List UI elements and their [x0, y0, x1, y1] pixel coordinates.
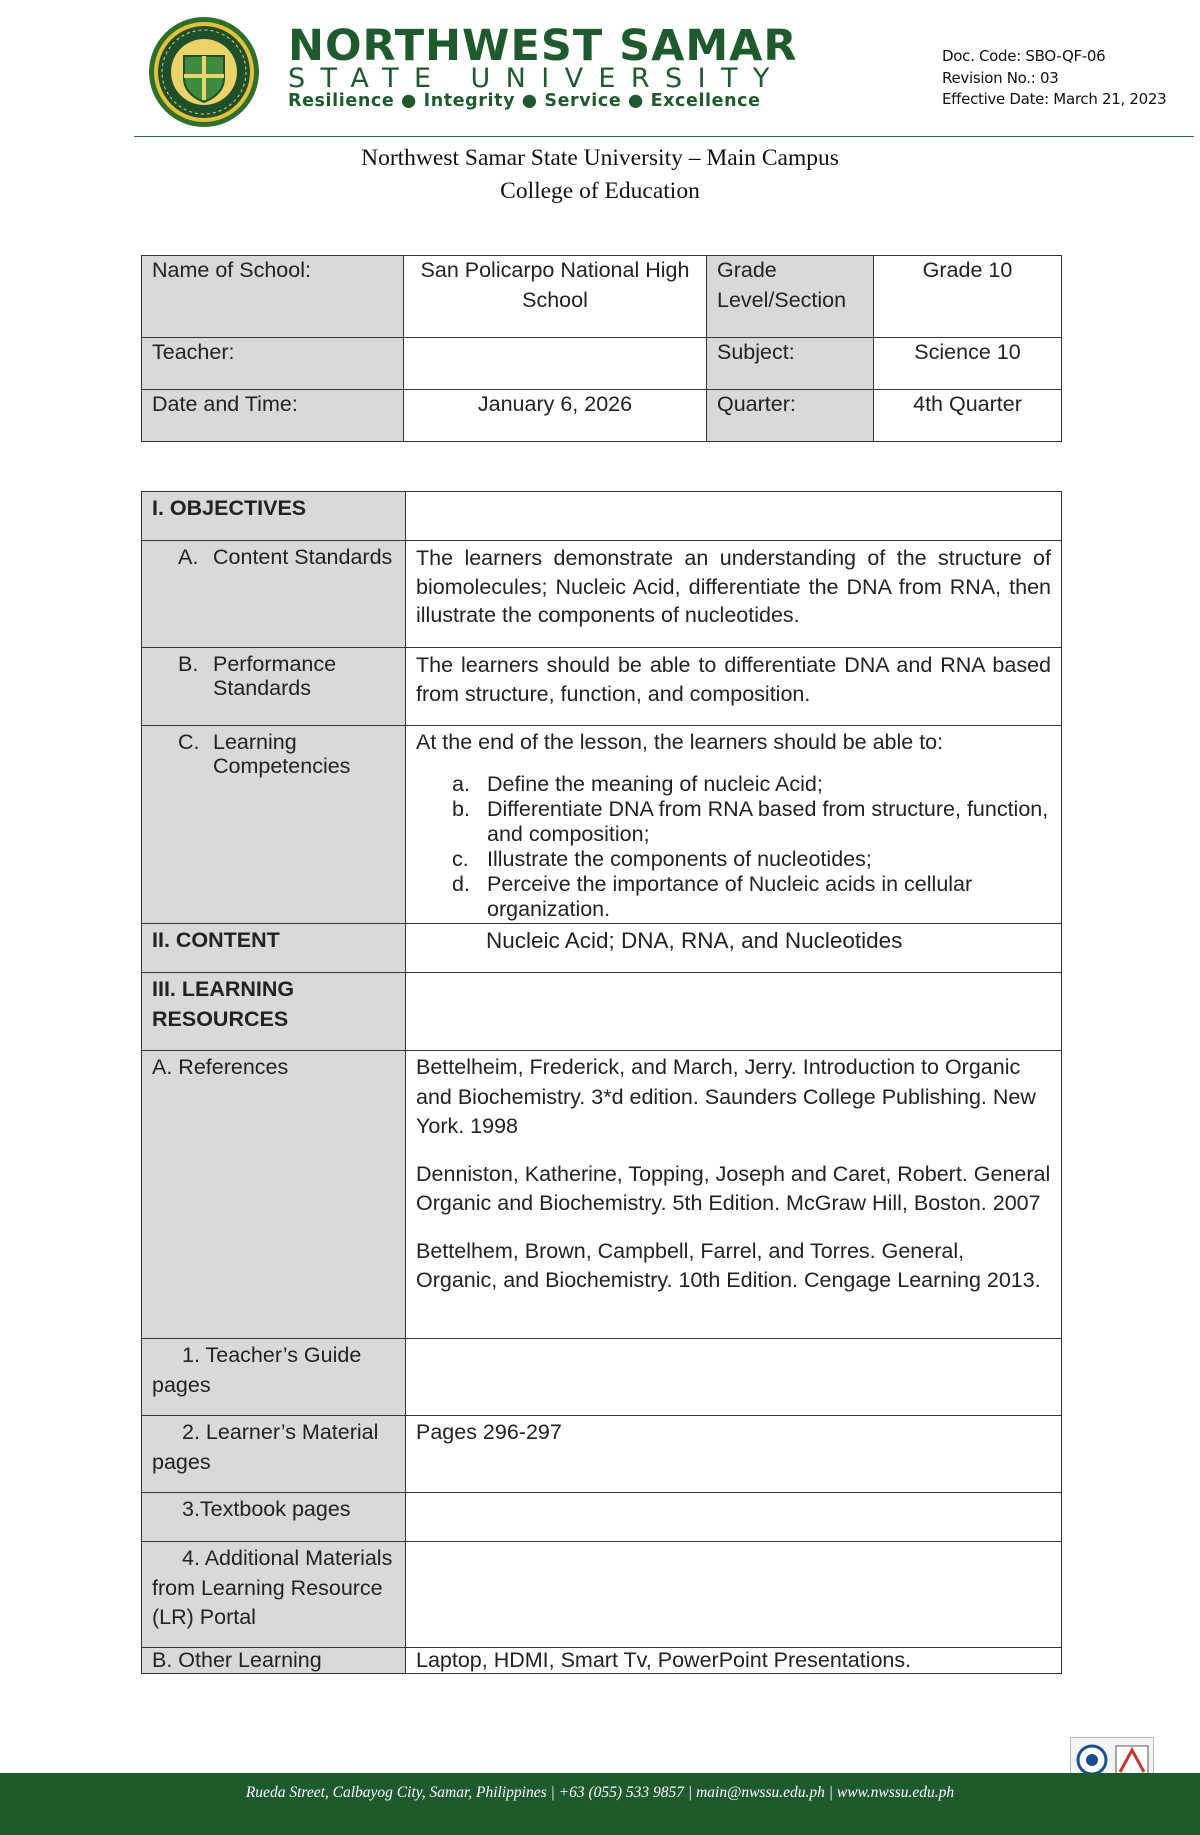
teachers-guide-label: 1. Teacher’s Guide pages — [142, 1339, 406, 1416]
competencies-intro: At the end of the lesson, the learners should be able to: — [416, 730, 944, 754]
subject-label: Subject: — [707, 338, 874, 390]
list-item — [416, 797, 1051, 847]
list-item — [416, 847, 1051, 872]
additional-materials-row — [142, 1542, 1062, 1648]
university-name: NORTHWEST SAMAR — [288, 21, 798, 71]
reference-entry: Denniston, Katherine, Topping, Joseph and Caret, Robert. General Organic and Biochemistry. 5th Edition. McGraw Hill, Boston. 2007 — [416, 1161, 1051, 1215]
revision-number: Revision No.: 03 — [942, 68, 1059, 87]
content-row — [142, 924, 1062, 973]
college-name: College of Education — [500, 178, 700, 204]
list-item-text: Perceive the importance of Nucleic acids in cellular organization. — [487, 872, 973, 921]
learning-competencies-marker: C. — [178, 730, 200, 754]
content-value: Nucleic Acid; DNA, RNA, and Nucleotides — [406, 924, 1062, 973]
document-control-info — [942, 46, 1172, 111]
learning-resources-value — [406, 973, 1062, 1051]
references-label: A. References — [142, 1051, 406, 1339]
document-title — [0, 142, 1200, 208]
learning-competencies-label: Learning Competencies — [213, 730, 351, 778]
list-marker: d. — [452, 872, 470, 896]
list-item-text: Define the meaning of nucleic Acid; — [487, 772, 823, 796]
list-item-text: Illustrate the components of nucleotides; — [487, 847, 872, 871]
references-row — [142, 1051, 1062, 1339]
learners-material-row — [142, 1416, 1062, 1493]
datetime-value: January 6, 2026 — [404, 390, 707, 442]
quarter-value: 4th Quarter — [874, 390, 1062, 442]
additional-materials-value — [406, 1542, 1062, 1648]
footer-contact: Rueda Street, Calbayog City, Samar, Philippines | +63 (055) 533 9857 | main@nwssu.edu.ph | www.nwssu.edu.ph — [245, 1784, 955, 1801]
list-marker: a. — [452, 772, 470, 796]
university-motto: Resilience ● Integrity ● Service ● Excellence — [288, 91, 761, 111]
performance-standards-value: The learners should be able to differentiate DNA and RNA based from structure, function, and composition. — [406, 648, 1062, 726]
textbook-label: 3.Textbook pages — [142, 1493, 406, 1542]
quarter-label: Quarter: — [707, 390, 874, 442]
reference-entry: Bettelhem, Brown, Campbell, Farrel, and Torres. General, Organic, and Biochemistry. 10th Edition. Cengage Learning 2013. — [416, 1238, 1041, 1292]
subject-value: Science 10 — [874, 338, 1062, 390]
objectives-label: I. OBJECTIVES — [142, 492, 406, 541]
objectives-value — [406, 492, 1062, 541]
content-standards-label: Content Standards — [213, 545, 393, 569]
other-learning-label: B. Other Learning — [142, 1648, 406, 1674]
objectives-row — [142, 492, 1062, 541]
doc-code: Doc. Code: SBO-QF-06 — [942, 47, 1106, 65]
university-seal-icon — [148, 16, 260, 128]
performance-standards-row — [142, 648, 1062, 726]
grade-label: Grade Level/Section — [707, 256, 874, 338]
textbook-row — [142, 1493, 1062, 1542]
content-label: II. CONTENT — [142, 924, 406, 973]
other-learning-row — [142, 1648, 1062, 1674]
teachers-guide-value — [406, 1339, 1062, 1416]
learning-resources-row — [142, 973, 1062, 1051]
teacher-label: Teacher: — [142, 338, 404, 390]
content-standards-marker: A. — [178, 545, 199, 569]
effective-date: Effective Date: March 21, 2023 — [942, 90, 1167, 108]
teachers-guide-row — [142, 1339, 1062, 1416]
list-item — [416, 772, 1051, 797]
reference-entry: Bettelheim, Frederick, and March, Jerry. Introduction to Organic and Biochemistry. 3*d edition. Saunders College Publishing. New York. 1998 — [416, 1055, 1036, 1138]
campus-name: Northwest Samar State University – Main Campus — [361, 145, 839, 171]
performance-standards-marker: B. — [178, 652, 199, 676]
content-standards-label-cell — [142, 541, 406, 648]
references-value — [406, 1051, 1062, 1339]
content-standards-row — [142, 541, 1062, 648]
learning-competencies-label-cell — [142, 726, 406, 924]
university-subtitle: STATE UNIVERSITY — [288, 63, 785, 94]
teacher-value — [404, 338, 707, 390]
school-label: Name of School: — [142, 256, 404, 338]
list-item-text: Differentiate DNA from RNA based from structure, function, and composition; — [487, 797, 1049, 846]
grade-value: Grade 10 — [874, 256, 1062, 338]
additional-materials-label: 4. Additional Materials from Learning Resource (LR) Portal — [142, 1542, 406, 1648]
list-marker: c. — [452, 847, 469, 871]
list-marker: b. — [452, 797, 470, 821]
performance-standards-label-cell — [142, 648, 406, 726]
header-divider — [134, 136, 1194, 137]
learners-material-value: Pages 296-297 — [406, 1416, 1062, 1493]
list-item — [416, 872, 1051, 922]
learning-competencies-value — [406, 726, 1062, 924]
textbook-value — [406, 1493, 1062, 1542]
performance-standards-label: Performance Standards — [213, 652, 337, 700]
school-value: San Policarpo National High School — [404, 256, 707, 338]
learning-resources-label: III. LEARNING RESOURCES — [142, 973, 406, 1051]
other-learning-value: Laptop, HDMI, Smart Tv, PowerPoint Presentations. — [406, 1648, 1062, 1674]
datetime-label: Date and Time: — [142, 390, 404, 442]
lesson-info-table — [141, 255, 1062, 442]
content-standards-value: The learners demonstrate an understanding of the structure of biomolecules; Nucleic Acid, differentiate the DNA from RNA, then illustrate the components of nucleotides. — [406, 541, 1062, 648]
competencies-list — [416, 772, 1051, 922]
learners-material-label: 2. Learner’s Material pages — [142, 1416, 406, 1493]
lesson-plan-table — [141, 491, 1062, 1674]
learning-competencies-row — [142, 726, 1062, 924]
